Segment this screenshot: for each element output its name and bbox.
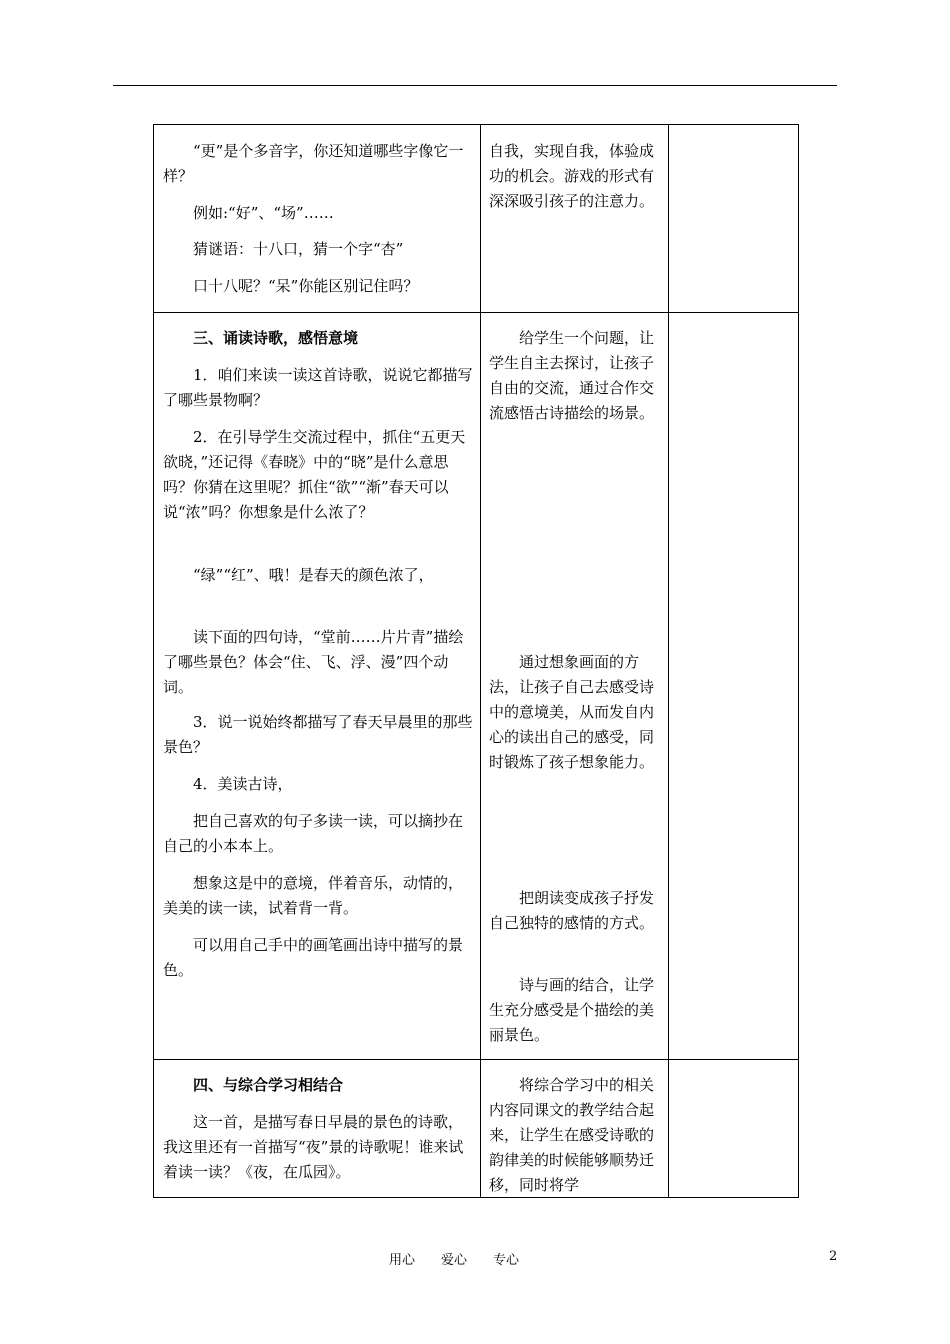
table-row <box>154 125 799 313</box>
paragraph: 把朗读变成孩子抒发自己独特的感情的方式。 <box>489 889 655 932</box>
paragraph: “绿”“红”、哦！是春天的颜色浓了， <box>163 566 434 584</box>
notes-cell <box>669 125 799 313</box>
paragraph: “更”是个多音字，你还知道哪些字像它一样？ <box>163 142 464 185</box>
notes-cell <box>669 1060 799 1198</box>
teaching-process-cell <box>154 313 481 1060</box>
paragraph: 自我，实现自我，体验成功的机会。游戏的形式有深深吸引孩子的注意力。 <box>489 142 655 210</box>
paragraph: 2．在引导学生交流过程中，抓住“五更天欲晓，”还记得《春晓》中的“晓”是什么意思吗？你猜在这里呢？抓住“欲”“渐”春天可以说“浓”吗？你想象是什么浓了？ <box>163 428 466 521</box>
design-intent-cell <box>481 1060 669 1198</box>
section-heading: 三、诵读诗歌，感悟意境 <box>163 329 359 347</box>
paragraph: 1．咱们来读一读这首诗歌，说说它都描写了哪些景物啊？ <box>163 366 473 409</box>
paragraph: 将综合学习中的相关内容同课文的教学结合起来，让学生在感受诗歌的韵律美的时候能够顺势迁移，同时将学 <box>489 1076 655 1194</box>
teaching-process-cell <box>154 1060 481 1198</box>
page-number: 2 <box>829 1249 838 1264</box>
section-heading: 四、与综合学习相结合 <box>163 1076 344 1094</box>
paragraph: 这一首，是描写春日早晨的景色的诗歌，我这里还有一首描写“夜”景的诗歌呢！谁来试着读一读？《夜，在瓜园》。 <box>163 1113 464 1181</box>
paragraph: 诗与画的结合，让学生充分感受是个描绘的美丽景色。 <box>489 976 655 1044</box>
paragraph: 口十八呢？“呆”你能区别记住吗？ <box>163 277 419 295</box>
footer-slogan: 用心 爱心 专心 <box>389 1253 520 1268</box>
paragraph: 读下面的四句诗，“堂前……片片青”描绘了哪些景色？体会“住、飞、浮、漫”四个动词。 <box>163 628 464 696</box>
paragraph: 把自己喜欢的句子多读一读，可以摘抄在自己的小本本上。 <box>163 812 464 855</box>
paragraph: 想象这是中的意境，伴着音乐，动情的，美美的读一读，试着背一背。 <box>163 874 464 917</box>
paragraph: 例如:“好”、“场”…… <box>163 204 334 222</box>
header-rule <box>113 85 837 86</box>
teaching-process-cell <box>154 125 481 313</box>
lesson-plan-table <box>153 124 799 1198</box>
table-row <box>154 1060 799 1198</box>
design-intent-cell <box>481 313 669 1060</box>
paragraph: 可以用自己手中的画笔画出诗中描写的景色。 <box>163 936 464 979</box>
table-row <box>154 313 799 1060</box>
design-intent-cell <box>481 125 669 313</box>
paragraph: 通过想象画面的方法，让孩子自己去感受诗中的意境美，从而发自内心的读出自己的感受，同时锻炼了孩子想象能力。 <box>489 653 655 771</box>
notes-cell <box>669 313 799 1060</box>
paragraph: 猜谜语：十八口，猜一个字“杏” <box>163 240 404 258</box>
paragraph: 3．说一说始终都描写了春天早晨里的那些景色？ <box>163 713 473 756</box>
paragraph: 给学生一个问题，让学生自主去探讨，让孩子自由的交流，通过合作交流感悟古诗描绘的场景。 <box>489 329 655 422</box>
paragraph: 4．美读古诗， <box>163 775 293 793</box>
